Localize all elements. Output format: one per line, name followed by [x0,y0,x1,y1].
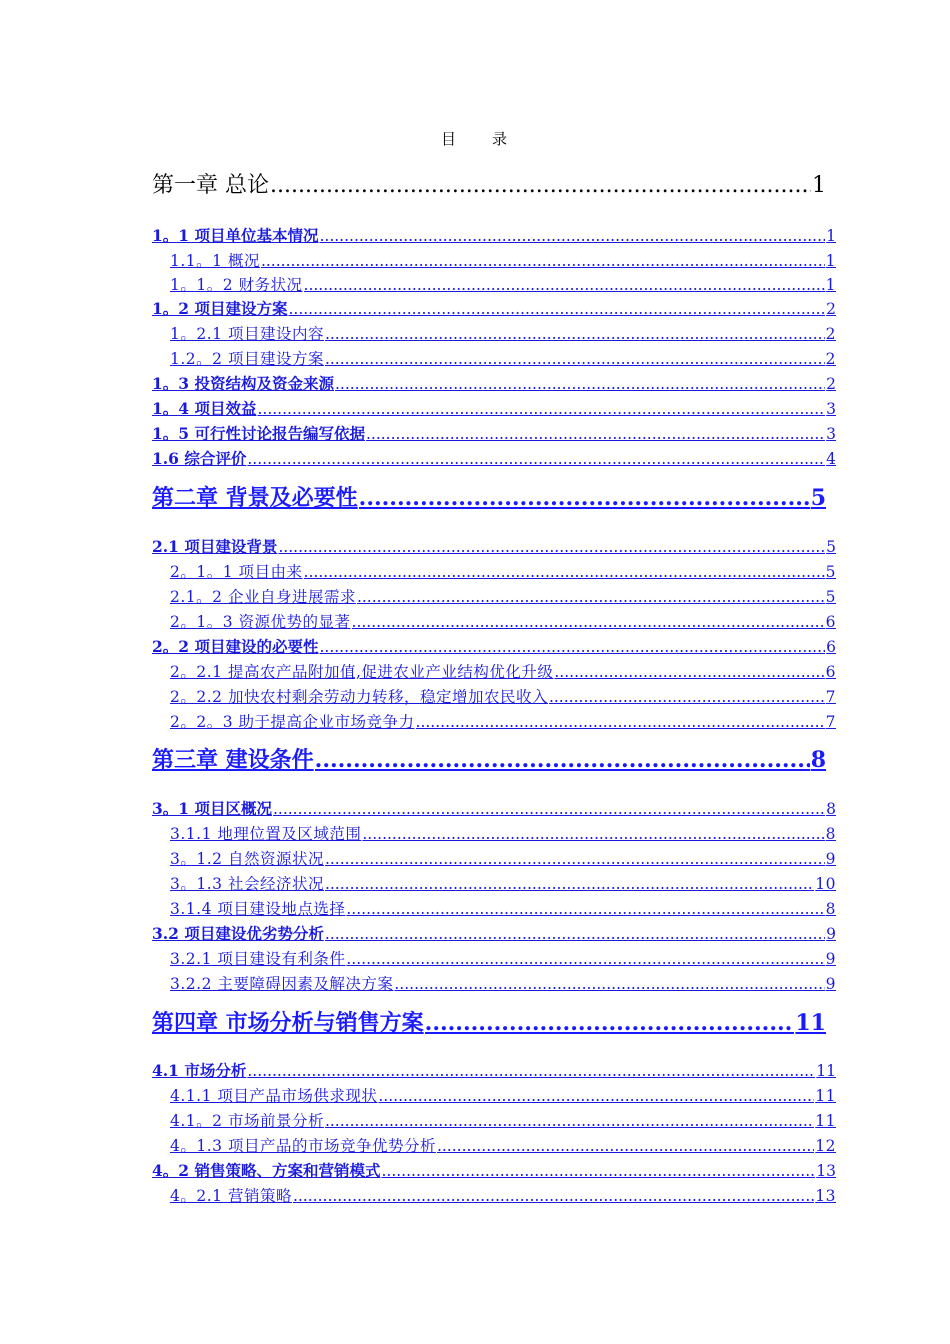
toc-entry-title: 4。1.3 项目产品的市场竞争优势分析 [170,1137,436,1155]
toc-subsection-entry[interactable] [170,710,836,732]
toc-leader-dots [325,850,825,868]
toc-entry-title: 2。2.1 提高农产品附加值,促进农业产业结构优化升级 [170,663,554,681]
toc-leader-dots [247,450,825,468]
toc-page-number: 11 [815,1087,836,1105]
toc-page-number: 3 [826,425,836,443]
toc-subsection-entry[interactable] [170,585,836,607]
toc-entry-title: 3.2 项目建设优劣势分析 [152,924,324,943]
toc-entry-title: 1。1。2 财务状况 [170,276,303,294]
toc-page-number: 13 [815,1187,836,1205]
toc-entry-title: 1。2 项目建设方案 [152,299,288,318]
toc-subsection-entry[interactable] [170,249,836,271]
toc-leader-dots [366,425,825,443]
toc-page-number: 9 [825,850,836,868]
toc-subsection-entry[interactable] [170,1084,836,1106]
toc-subsection-entry[interactable] [170,610,836,632]
toc-page-number: 11 [815,1112,836,1130]
toc-leader-dots [416,713,825,731]
toc-entry-title: 4.1.1 项目产品市场供求现状 [170,1087,378,1105]
toc-leader-dots [357,588,825,606]
toc-page-number: 3 [826,400,836,418]
toc-page-number: 11 [816,1062,836,1080]
toc-entry-title: 2.1。2 企业自身进展需求 [170,588,356,606]
toc-leader-dots [394,975,824,993]
toc-page-number: 13 [816,1162,836,1180]
toc-entry-title: 第一章 总论 [152,173,269,198]
toc-subsection-entry[interactable] [170,822,836,844]
toc-page-number: 2 [826,375,836,393]
toc-leader-dots [278,538,825,556]
toc-section-entry[interactable] [152,1159,836,1181]
toc-leader-dots [346,900,824,918]
toc-page-number: 9 [826,925,836,943]
toc-leader-dots [270,173,811,198]
toc-page-number: 2 [826,300,836,318]
toc-chapter-entry[interactable] [152,481,826,511]
toc-leader-dots [315,747,810,773]
toc-chapter-entry[interactable] [152,743,826,773]
toc-section-entry[interactable] [152,635,836,657]
toc-entry-title: 4.1 市场分析 [152,1061,247,1080]
toc-leader-dots [319,638,825,656]
toc-leader-dots [288,300,825,318]
toc-entry-title: 3.2.2 主要障碍因素及解决方案 [170,975,394,993]
toc-section-entry[interactable] [152,535,836,557]
toc-leader-dots [325,350,825,368]
toc-leader-dots [437,1137,814,1155]
toc-chapter-entry [152,168,826,198]
toc-page-number: 8 [825,825,836,843]
toc-entry-title: 1。2.1 项目建设内容 [170,325,324,343]
toc-page-number: 8 [825,900,836,918]
toc-entry-title: 第二章 背景及必要性 [152,485,358,511]
toc-entry-title: 3.1.1 地理位置及区域范围 [170,825,362,843]
toc-entry-title: 1.2。2 项目建设方案 [170,350,324,368]
toc-leader-dots [293,1187,814,1205]
toc-entry-title: 4。2 销售策略、方案和营销模式 [152,1161,381,1180]
toc-leader-dots [325,1112,814,1130]
toc-entry-title: 4。2.1 营销策略 [170,1187,292,1205]
toc-subsection-entry[interactable] [170,1134,836,1156]
toc-page-number: 6 [825,613,836,631]
toc-page-number: 11 [795,1010,826,1036]
toc-entry-title: 3。1 项目区概况 [152,799,272,818]
toc-leader-dots [304,276,825,294]
toc-leader-dots [319,227,825,245]
toc-subsection-entry[interactable] [170,1109,836,1131]
toc-page-number: 5 [810,485,826,511]
toc-section-entry[interactable] [152,372,836,394]
toc-entry-title: 4.1。2 市场前景分析 [170,1112,324,1130]
toc-leader-dots [425,1010,795,1036]
toc-entry-title: 2。2.2 加快农村剩余劳动力转移，稳定增加农民收入 [170,688,548,706]
toc-entry-title: 3.1.4 项目建设地点选择 [170,900,346,918]
toc-page-number: 1 [825,252,836,270]
toc-section-entry[interactable] [152,397,836,419]
toc-subsection-entry[interactable] [170,322,836,344]
toc-subsection-entry[interactable] [170,685,836,707]
toc-entry-title: 1。3 投资结构及资金来源 [152,374,334,393]
toc-leader-dots [346,950,824,968]
toc-subsection-entry[interactable] [170,347,836,369]
toc-entry-title: 3.2.1 项目建设有利条件 [170,950,346,968]
toc-page-number: 1 [825,276,836,294]
toc-page-number: 2 [825,350,836,368]
toc-page-number: 2 [825,325,836,343]
toc-leader-dots [325,925,825,943]
toc-leader-dots [378,1087,814,1105]
toc-leader-dots [554,663,824,681]
toc-subsection-entry[interactable] [170,660,836,682]
toc-entry-title: 第三章 建设条件 [152,747,314,773]
toc-section-entry[interactable] [152,297,836,319]
toc-entry-title: 1。4 项目效益 [152,399,257,418]
toc-leader-dots [335,375,825,393]
toc-entry-title: 2。1。3 资源优势的显著 [170,613,351,631]
toc-page-number: 8 [826,800,836,818]
toc-section-entry[interactable] [152,1059,836,1081]
toc-leader-dots [359,485,810,511]
toc-page-number: 9 [825,950,836,968]
toc-entry-title: 2.1 项目建设背景 [152,537,278,556]
toc-entry-title: 2。2。3 助于提高企业市场竞争力 [170,713,415,731]
toc-section-entry[interactable] [152,922,836,944]
toc-leader-dots [362,825,824,843]
toc-subsection-entry[interactable] [170,273,836,295]
toc-subsection-entry[interactable] [170,947,836,969]
toc-page-number: 8 [810,747,826,773]
toc-entry-title: 3。1.3 社会经济状况 [170,875,324,893]
toc-entry-title: 第四章 市场分析与销售方案 [152,1010,424,1036]
toc-entry-title: 2。1。1 项目由来 [170,563,303,581]
toc-leader-dots [325,325,825,343]
toc-page-number: 4 [826,450,836,468]
toc-subsection-entry[interactable] [170,847,836,869]
toc-page-number: 7 [825,688,836,706]
toc-section-entry[interactable] [152,447,836,469]
toc-entry-title: 1.1。1 概况 [170,252,260,270]
toc-leader-dots [273,800,825,818]
toc-leader-dots [549,688,825,706]
toc-subsection-entry[interactable] [170,872,836,894]
toc-page-number: 1 [812,173,826,198]
toc-page-number: 5 [825,563,836,581]
page-title: 目 录 [440,130,509,148]
toc-subsection-entry[interactable] [170,897,836,919]
toc-entry-title: 1.6 综合评价 [152,449,247,468]
toc-page-number: 10 [815,875,836,893]
toc-section-entry[interactable] [152,224,836,246]
toc-chapter-entry[interactable] [152,1006,826,1036]
toc-section-entry[interactable] [152,797,836,819]
toc-page-number: 9 [825,975,836,993]
toc-leader-dots [352,613,825,631]
toc-entry-title: 3。1.2 自然资源状况 [170,850,324,868]
toc-page-number: 5 [825,588,836,606]
toc-page-number: 1 [826,227,836,245]
toc-leader-dots [381,1162,815,1180]
toc-subsection-entry[interactable] [170,972,836,994]
toc-leader-dots [247,1062,815,1080]
toc-subsection-entry[interactable] [170,1184,836,1206]
toc-page-number: 12 [815,1137,836,1155]
toc-page-number: 6 [826,638,836,656]
toc-page-number: 7 [825,713,836,731]
toc-entry-title: 1。5 可行性讨论报告编写依据 [152,424,365,443]
toc-leader-dots [304,563,825,581]
toc-leader-dots [325,875,814,893]
toc-subsection-entry[interactable] [170,560,836,582]
toc-entry-title: 2。2 项目建设的必要性 [152,637,319,656]
toc-section-entry[interactable] [152,422,836,444]
toc-entry-title: 1。1 项目单位基本情况 [152,226,319,245]
toc-leader-dots [257,400,825,418]
toc-page-number: 5 [826,538,836,556]
toc-leader-dots [261,252,825,270]
toc-page-number: 6 [825,663,836,681]
